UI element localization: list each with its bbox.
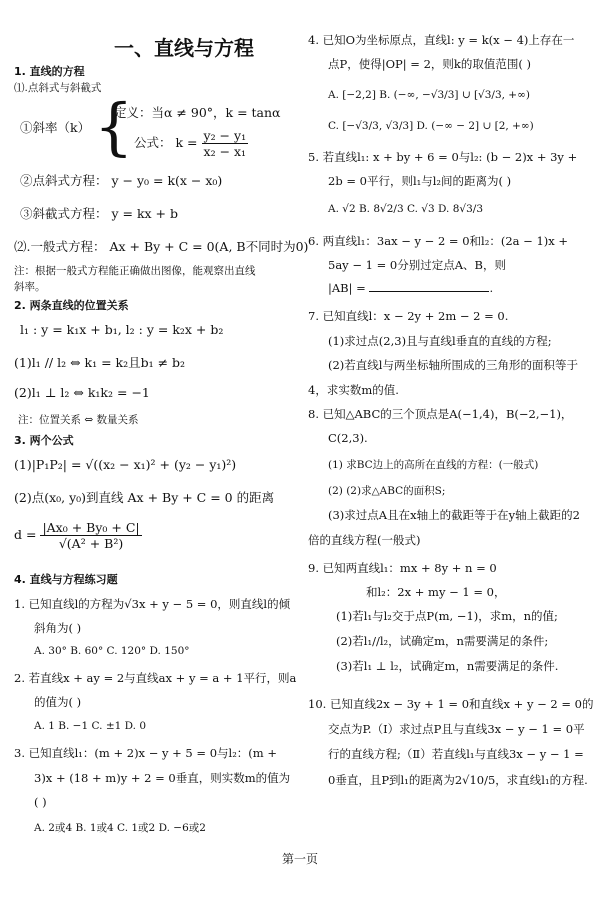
- fraction-denominator: x₂ − x₁: [203, 144, 247, 159]
- q9-line-1: 9. 已知两直线l₁：mx + 8y + n = 0: [308, 561, 497, 575]
- d-lhs: d =: [14, 527, 37, 542]
- relation-note: 注：位置关系 ⇔ 数量关系: [18, 414, 139, 426]
- distance-formula: (1)|P₁P₂| = √((x₂ − x₁)² + (y₂ − y₁)²): [14, 457, 237, 472]
- note-line-1: 注：根据一般式方程能正确做出图像，能观察出直线: [14, 265, 256, 277]
- q4-line-1: 4. 已知O为坐标原点，直线l: y = k(x − 4)上存在一: [308, 33, 575, 47]
- slope-label: ①斜率（k）: [20, 120, 91, 135]
- q5-line-1: 5. 若直线l₁: x + by + 6 = 0与l₂: (b − 2)x + 3y +: [308, 150, 578, 164]
- q8-part-1: (1) 求BC边上的高所在直线的方程：(一般式): [328, 459, 539, 471]
- q6-ab-label: |AB| =: [328, 281, 366, 295]
- two-lines-def: l₁ : y = k₁x + b₁, l₂ : y = k₂x + b₂: [20, 322, 224, 337]
- general-form: ⑵.一般式方程： Ax + By + C = 0(A, B不同时为0): [14, 239, 309, 254]
- section-4-heading: 4. 直线与方程练习题: [14, 573, 118, 586]
- curly-brace-icon: {: [94, 90, 134, 163]
- q7-part-1: (1)求过点(2,3)且与直线l垂直的直线的方程;: [328, 334, 552, 348]
- section-1-heading: 1. 直线的方程: [14, 65, 85, 78]
- q9-line-2: 和l₂：2x + my − 1 = 0，: [366, 585, 506, 599]
- q4-line-2: 点P，使得|OP| = 2，则k的取值范围( ): [328, 57, 532, 71]
- q8-part-2: (2) (2)求△ABC的面积S;: [328, 485, 446, 497]
- q5-line-2: 2b = 0平行，则l₁与l₂间的距离为( ): [328, 174, 512, 188]
- q8-part-3: (3)求过点A且在x轴上的截距等于在y轴上截距的2: [328, 508, 580, 522]
- q6-line-2: 5ay − 1 = 0分别过定点A、B，则: [328, 258, 506, 272]
- slope-intercept-form: ③斜截式方程： y = kx + b: [20, 206, 179, 221]
- section-2-heading: 2. 两条直线的位置关系: [14, 299, 129, 312]
- note-line-2: 斜率。: [14, 281, 46, 293]
- q4-options-ab: A. [−2,2] B. (−∞, −√3/3] ∪ [√3/3, +∞): [328, 89, 530, 101]
- q6-answer-blank: [369, 281, 489, 292]
- point-slope-form: ②点斜式方程： y − y₀ = k(x − x₀): [20, 173, 223, 188]
- q1-line-1: 1. 已知直线l的方程为√3x + y − 5 = 0，则直线l的倾: [14, 597, 291, 611]
- q1-options: A. 30° B. 60° C. 120° D. 150°: [34, 645, 190, 657]
- q8-part-3-cont: 倍的直线方程(一般式): [308, 533, 421, 547]
- perpendicular-condition: (2)l₁ ⊥ l₂ ⇔ k₁k₂ = −1: [14, 385, 150, 400]
- q2-line-2: 的值为( ): [34, 695, 82, 709]
- distance-d-formula: [14, 520, 142, 551]
- q10-line-1: 10. 已知直线2x − 3y + 1 = 0和直线x + y − 2 = 0的: [308, 697, 594, 711]
- q3-line-1: 3. 已知直线l₁：(m + 2)x − y + 5 = 0与l₂：(m +: [14, 746, 277, 760]
- q3-options: A. 2或4 B. 1或4 C. 1或2 D. −6或2: [34, 822, 206, 834]
- q2-line-1: 2. 若直线x + ay = 2与直线ax + y = a + 1平行，则a: [14, 671, 297, 685]
- slope-definition: 定义：当α ≠ 90°，k = tanα: [114, 105, 281, 120]
- formula-label: 公式：: [134, 135, 172, 150]
- q10-line-3: 行的直线方程;（Ⅱ）若直线l₁与直线3x − y − 1 =: [328, 747, 584, 761]
- page-title: 一、直线与方程: [114, 36, 254, 60]
- q9-part-1: (1)若l₁与l₂交于点P(m, −1)，求m，n的值;: [336, 609, 558, 623]
- subsection-point-slope: ⑴.点斜式与斜截式: [14, 82, 102, 94]
- d-numerator: |Ax₀ + By₀ + C|: [42, 520, 140, 535]
- q5-options: A. √2 B. 8√2/3 C. √3 D. 8√3/3: [328, 203, 483, 215]
- section-3-heading: 3. 两个公式: [14, 434, 74, 447]
- point-line-distance-text: (2)点(x₀, y₀)到直线 Ax + By + C = 0 的距离: [14, 490, 275, 505]
- page-footer: 第一页: [281, 852, 318, 866]
- q8-line-1: 8. 已知△ABC的三个顶点是A(−1,4)，B(−2,−1)，: [308, 407, 573, 421]
- q10-line-4: 0垂直，且P到l₁的距离为2√10/5，求直线l₁的方程.: [328, 773, 588, 787]
- q9-part-3: (3)若l₁ ⊥ l₂，试确定m，n需要满足的条件.: [336, 659, 559, 673]
- fraction-numerator: y₂ − y₁: [203, 128, 247, 143]
- slope-fraction: [202, 128, 249, 159]
- q7-part-2-cont: 4，求实数m的值.: [308, 383, 399, 397]
- q7-part-2: (2)若直线l与两坐标轴所围成的三角形的面积等于: [328, 358, 578, 372]
- q3-line-2: 3)x + (18 + m)y + 2 = 0垂直，则实数m的值为: [34, 771, 291, 785]
- q1-line-2: 斜角为( ): [34, 621, 82, 635]
- q9-part-2: (2)若l₁//l₂，试确定m，n需要满足的条件;: [336, 634, 549, 648]
- parallel-condition: (1)l₁ // l₂ ⇔ k₁ = k₂且b₁ ≠ b₂: [14, 355, 186, 370]
- q4-options-cd: C. [−√3/3, √3/3] D. (−∞ − 2] ∪ [2, +∞): [328, 120, 534, 132]
- q3-line-3: ( ): [34, 795, 47, 809]
- d-fraction: [40, 520, 141, 551]
- q6-line-3: [328, 281, 493, 295]
- q7-line-1: 7. 已知直线l：x − 2y + 2m − 2 = 0.: [308, 309, 509, 323]
- q2-options: A. 1 B. −1 C. ±1 D. 0: [34, 720, 147, 732]
- d-denominator: √(A² + B²): [58, 536, 124, 551]
- q6-line-1: 6. 两直线l₁：3ax − y − 2 = 0和l₂：(2a − 1)x +: [308, 234, 569, 248]
- q6-period: .: [489, 281, 494, 295]
- slope-formula: [134, 128, 248, 159]
- q8-line-2: C(2,3).: [328, 431, 368, 445]
- q10-line-2: 交点为P.（Ⅰ）求过点P且与直线3x − y − 1 = 0平: [328, 722, 585, 736]
- formula-lhs: k =: [175, 135, 198, 150]
